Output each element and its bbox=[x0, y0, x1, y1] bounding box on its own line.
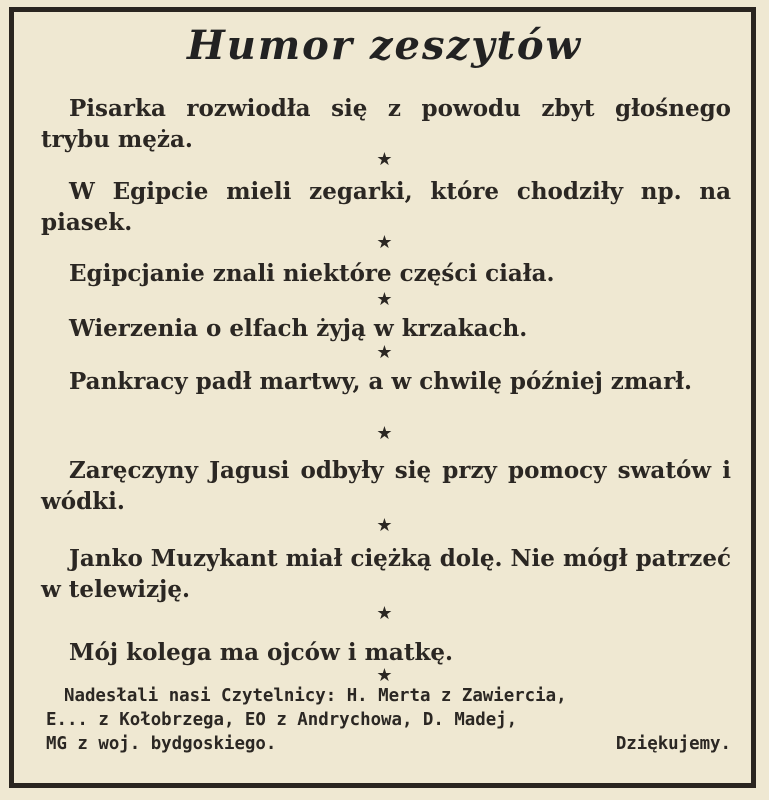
credits-line-1: Nadesłali nasi Czytelnicy: H. Merta z Zawiercia, bbox=[64, 686, 567, 706]
credits-thanks: Dziękujemy. bbox=[615, 734, 731, 754]
credits-line-3-row bbox=[46, 732, 731, 756]
separator-star: ★ bbox=[376, 342, 393, 363]
separator-star: ★ bbox=[376, 603, 393, 624]
joke-4: Wierzenia o elfach żyją w krzakach. bbox=[69, 315, 528, 342]
separator-star: ★ bbox=[376, 232, 393, 253]
separator-star: ★ bbox=[376, 149, 393, 170]
separator-star: ★ bbox=[376, 289, 393, 310]
joke-6: Zaręczyny Jagusi odbyły się przy pomocy swatów i wódki. bbox=[41, 457, 731, 515]
joke-5: Pankracy padł martwy, a w chwilę później zmarł. bbox=[69, 368, 693, 395]
article-title: Humor zeszytów bbox=[186, 22, 583, 69]
credits-line-2: E... z Kołobrzega, EO z Andrychowa, D. Madej, bbox=[46, 710, 518, 730]
joke-3: Egipcjanie znali niektóre części ciała. bbox=[69, 260, 555, 287]
separator-star: ★ bbox=[376, 515, 393, 536]
joke-8: Mój kolega ma ojców i matkę. bbox=[69, 639, 454, 666]
separator-star: ★ bbox=[376, 665, 393, 686]
joke-1: Pisarka rozwiodła się z powodu zbyt głośnego trybu męża. bbox=[41, 95, 731, 153]
separator-star: ★ bbox=[376, 423, 393, 444]
joke-2: W Egipcie mieli zegarki, które chodziły np. na piasek. bbox=[41, 178, 731, 236]
reader-credits bbox=[46, 684, 731, 756]
joke-7: Janko Muzykant miał ciężką dolę. Nie mógł patrzeć w telewizję. bbox=[41, 545, 731, 603]
credits-line-3: MG z woj. bydgoskiego. bbox=[46, 734, 277, 754]
